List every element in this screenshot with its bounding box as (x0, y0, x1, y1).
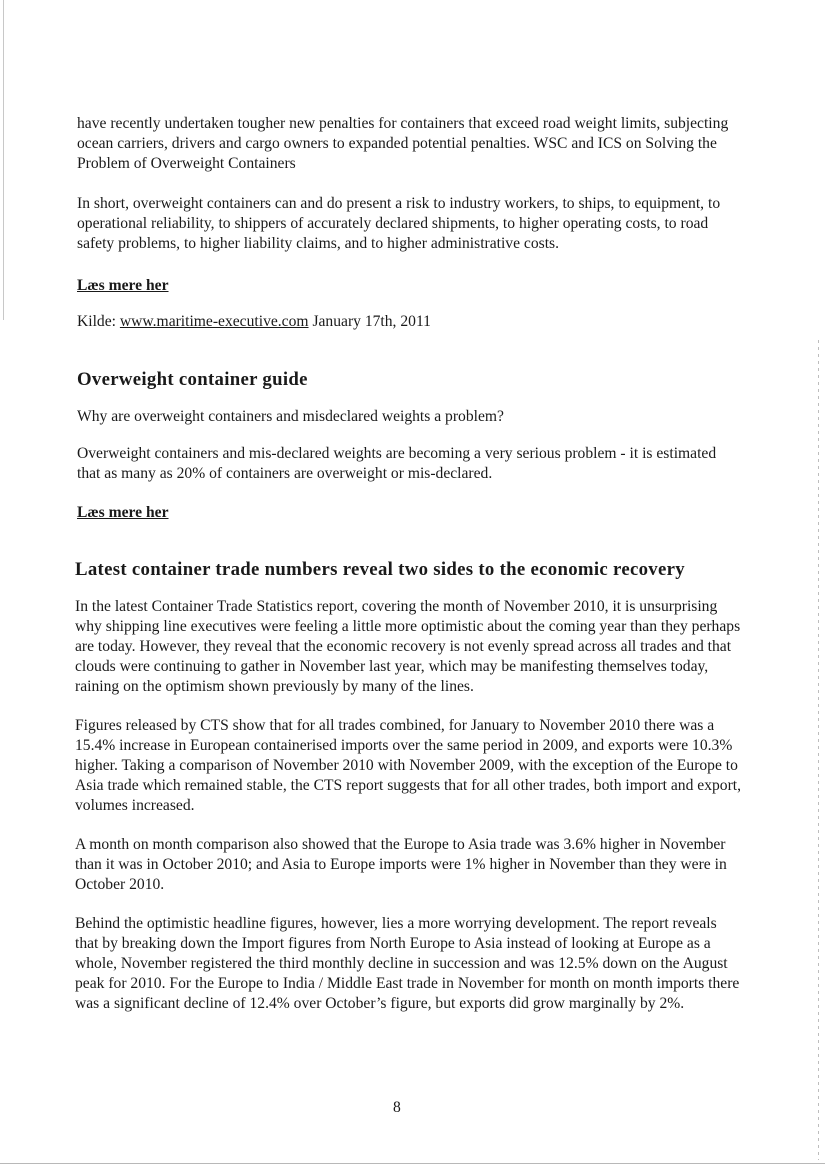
guide-heading: Overweight container guide (77, 369, 308, 390)
article-paragraph: Behind the optimistic headline figures, however, lies a more worrying development. The report reveals that by breaking down the Import figures from North Europe to Asia instead of looking at Europe as a whole, November registered the third monthly decline in succession and was 12.5% down on the August peak for 2010. For the Europe to India / Middle East trade in November for month on month imports there was a significant decline of 12.4% over October’s figure, but exports did grow marginally by 2%. (75, 915, 740, 1012)
risk-paragraph: In short, overweight containers can and do present a risk to industry workers, to ships, to equipment, to operational reliability, to shippers of accurately declared shipments, to higher operating costs, to road safety problems, to higher liability claims, and to higher administrative costs. (77, 195, 721, 252)
source-date: January 17th, 2011 (312, 313, 431, 330)
guide-question: Why are overweight containers and misdeclared weights a problem? (77, 408, 504, 425)
source-url-link[interactable]: www.maritime-executive.com (119, 313, 309, 330)
article-paragraph: In the latest Container Trade Statistics report, covering the month of November 2010, it is unsurprising why shipping line executives were feeling a little more optimistic about the coming year than they perhaps are today. However, they reveal that the economic recovery is not evenly spread across all trades and that clouds were continuing to gather in November last year, which may be manifesting themselves today, raining on the optimism shown previously by many of the lines. (75, 598, 741, 695)
read-more-link[interactable]: Læs mere her (77, 277, 169, 294)
intro-paragraph: have recently undertaken tougher new penalties for containers that exceed road weight limits, subjecting ocean carriers, drivers and cargo owners to expanded potential penalties. WSC and ICS on Solving the Problem of Overweight Containers (77, 115, 729, 172)
article-paragraph: Figures released by CTS show that for all trades combined, for January to November 2010 there was a 15.4% increase in European containerised imports over the same period in 2009, and exports were 10.3% higher. Taking a comparison of November 2010 with November 2009, with the exception of the Europe to Asia trade which remained stable, the CTS report suggests that for all other trades, both import and export, volumes increased. (75, 717, 742, 814)
article-heading: Latest container trade numbers reveal two sides to the economic recovery (75, 559, 685, 580)
source-prefix: Kilde: (77, 313, 116, 330)
scan-edge-right (818, 340, 819, 1160)
page-content (77, 114, 742, 1014)
guide-body: Overweight containers and mis-declared weights are becoming a very serious problem - it is estimated that as many as 20% of containers are overweight or mis-declared. (77, 445, 717, 482)
scan-edge-bottom (0, 1163, 825, 1164)
guide-read-more-link[interactable]: Læs mere her (77, 504, 169, 521)
scan-edge-left (3, 0, 4, 320)
page-number: 8 (393, 1099, 401, 1116)
article-paragraph: A month on month comparison also showed that the Europe to Asia trade was 3.6% higher in November than it was in October 2010; and Asia to Europe imports were 1% higher in November than they were in October 2010. (75, 836, 727, 893)
source-line (77, 312, 742, 332)
